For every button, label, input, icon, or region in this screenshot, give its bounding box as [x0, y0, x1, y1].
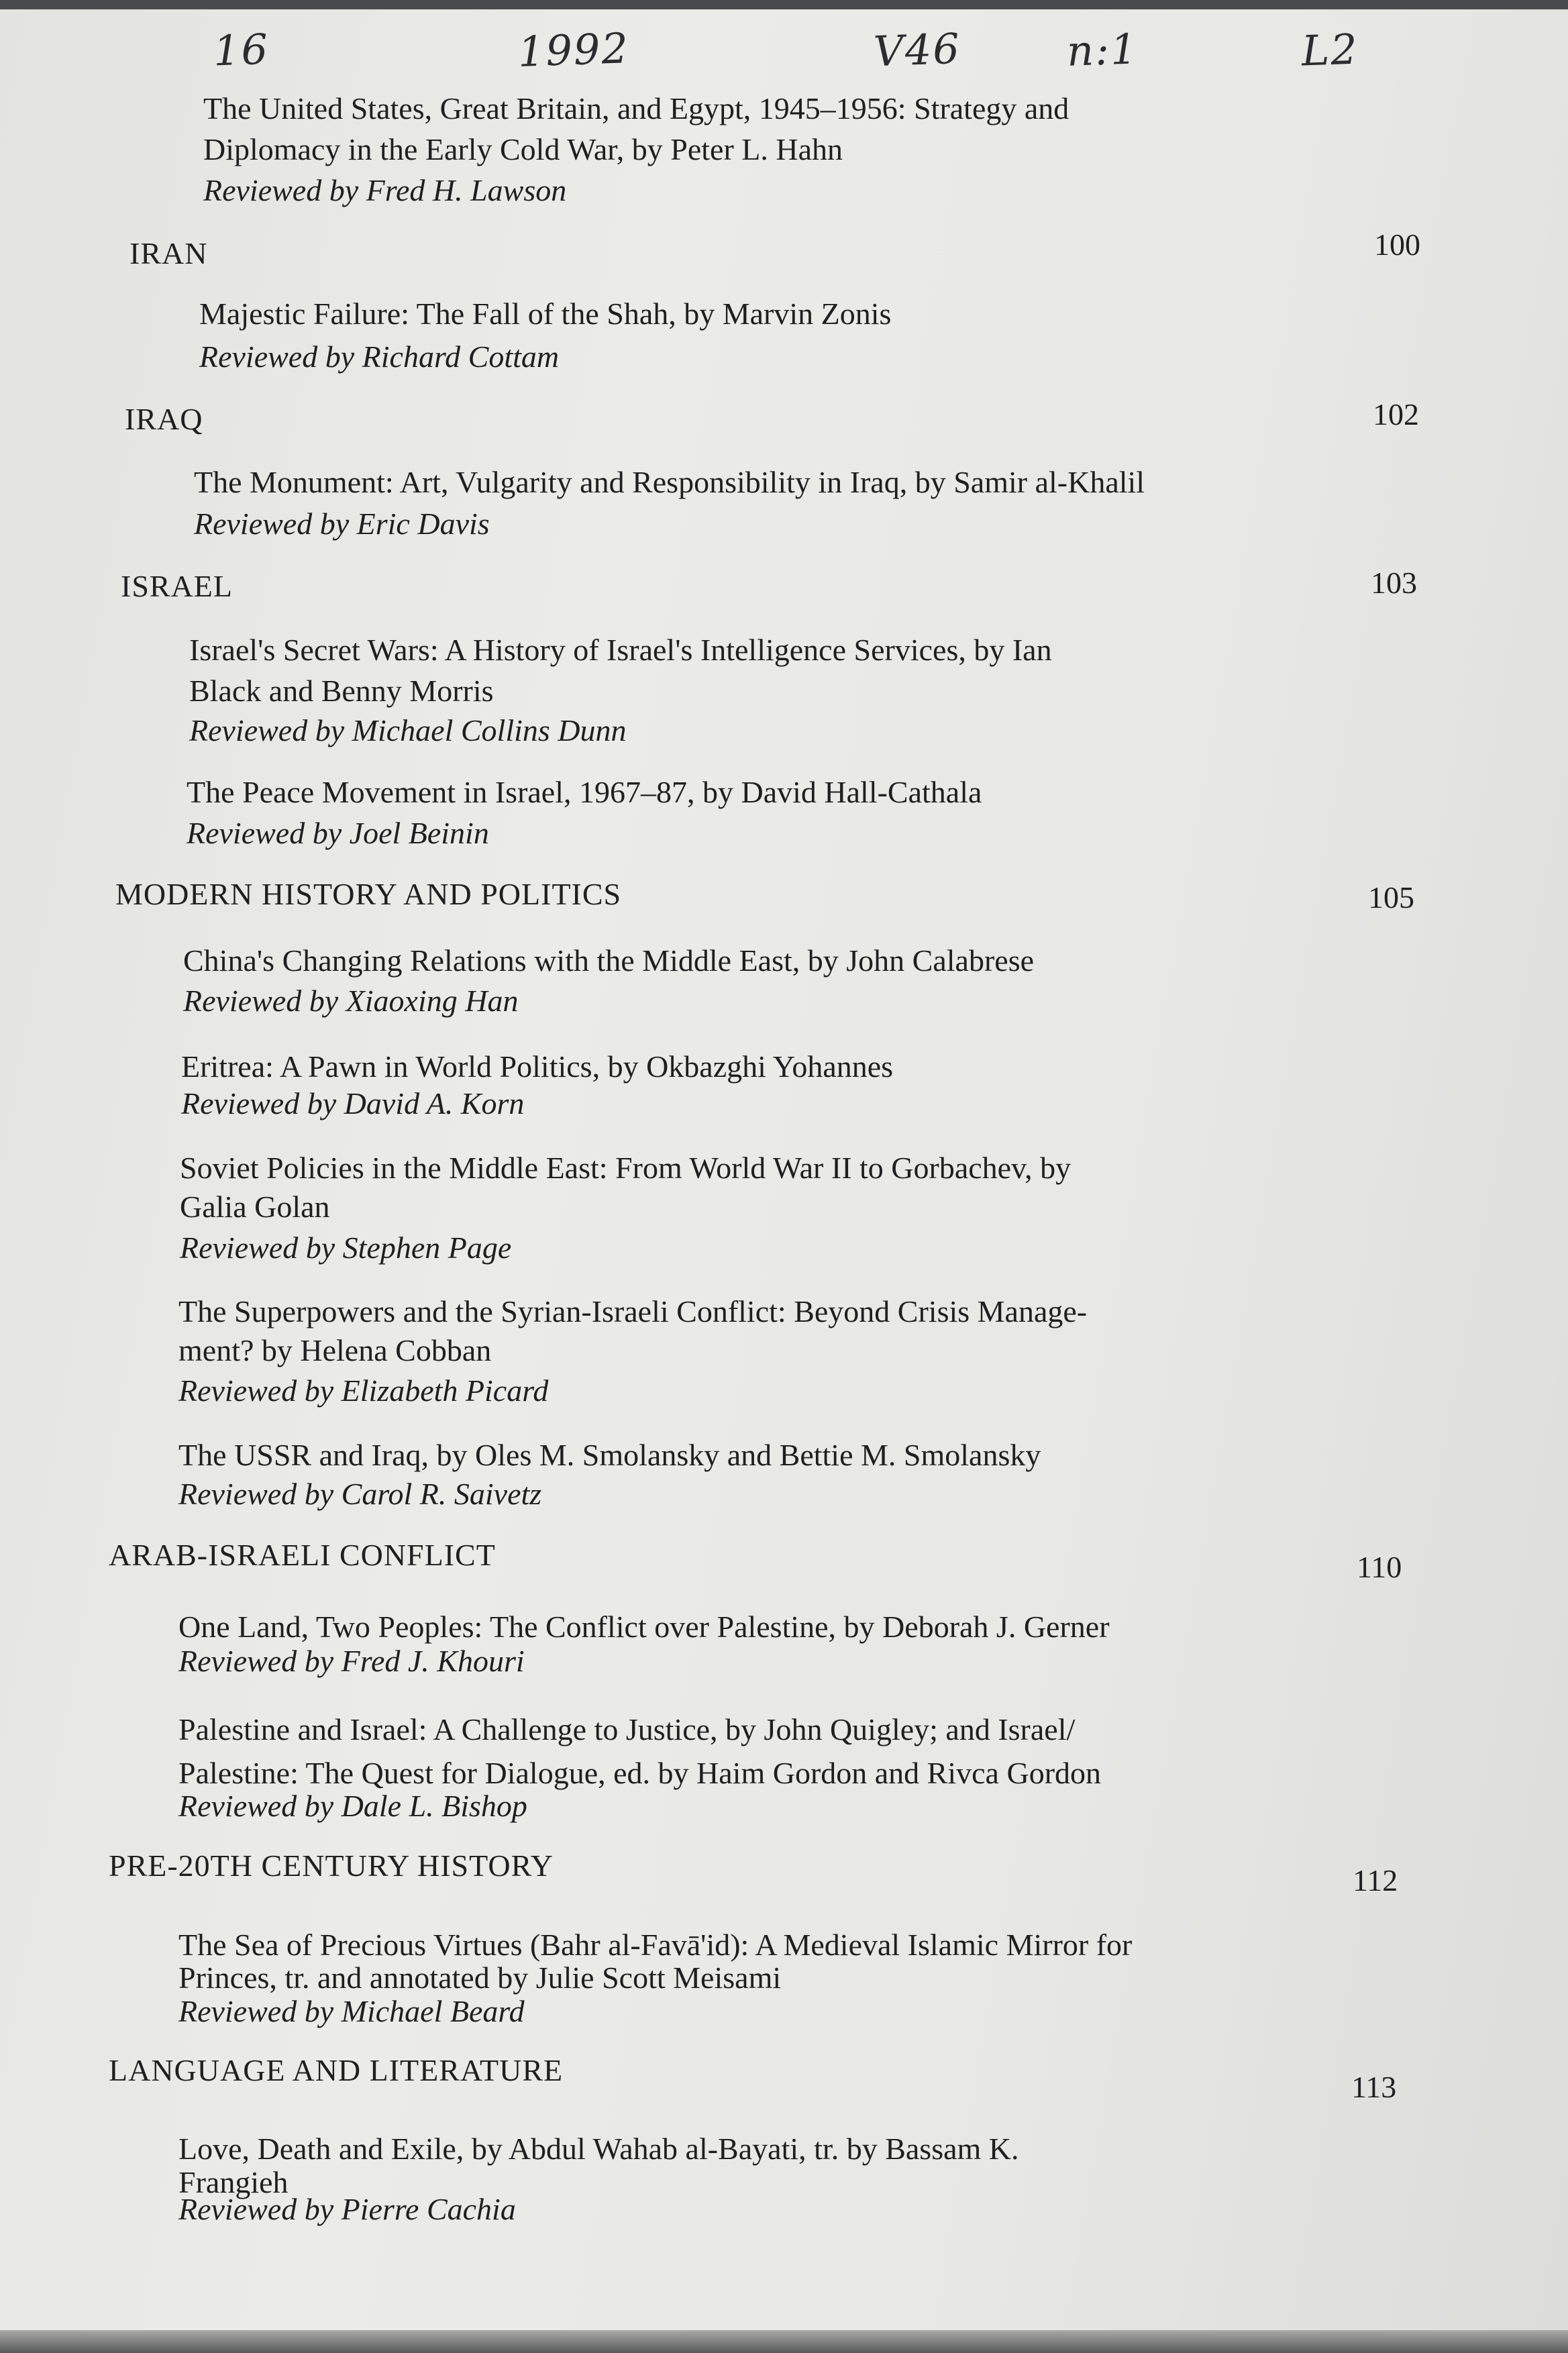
- entry-title: Palestine: The Quest for Dialogue, ed. by Haim Gordon and Rivca Gordon: [178, 1756, 1102, 1790]
- entry-title: One Land, Two Peoples: The Conflict over Palestine, by Deborah J. Gerner: [178, 1610, 1110, 1644]
- entry-reviewer: Reviewed by Michael Collins Dunn: [189, 713, 627, 747]
- entry-reviewer: Reviewed by Joel Beinin: [187, 816, 489, 850]
- entry-title: Palestine and Israel: A Challenge to Justice, by John Quigley; and Israel/: [178, 1712, 1076, 1746]
- entry-title: China's Changing Relations with the Middle East, by John Calabrese: [183, 943, 1035, 978]
- entry-title: Frangieh: [178, 2165, 289, 2199]
- entry-title: The United States, Great Britain, and Egypt, 1945–1956: Strategy and: [203, 91, 1069, 125]
- entry-reviewer: Reviewed by Pierre Cachia: [178, 2192, 516, 2226]
- entry-reviewer: Reviewed by David A. Korn: [181, 1086, 525, 1120]
- section-heading-arab-israeli: ARAB-ISRAELI CONFLICT: [109, 1538, 496, 1572]
- section-heading-israel: ISRAEL: [121, 569, 233, 603]
- section-heading-iraq: IRAQ: [125, 402, 203, 436]
- entry-title: Diplomacy in the Early Cold War, by Peter L. Hahn: [203, 132, 843, 166]
- section-heading-pre-20th: PRE-20TH CENTURY HISTORY: [109, 1848, 554, 1883]
- entry-reviewer: Reviewed by Carol R. Saivetz: [178, 1477, 542, 1511]
- handwritten-note-2: 1992: [517, 23, 631, 76]
- entry-title: Israel's Secret Wars: A History of Israel's Intelligence Services, by Ian: [189, 633, 1052, 667]
- entry-title: Soviet Policies in the Middle East: From World War II to Gorbachev, by: [180, 1151, 1072, 1185]
- entry-title: The Superpowers and the Syrian-Israeli Conflict: Beyond Crisis Manage-: [178, 1294, 1088, 1328]
- handwritten-note-4: n:1: [1065, 24, 1139, 76]
- entry-title: Eritrea: A Pawn in World Politics, by Okbazghi Yohannes: [181, 1049, 894, 1084]
- section-heading-iran: IRAN: [129, 236, 208, 270]
- page-number-modern-history: 105: [1368, 880, 1414, 914]
- entry-reviewer: Reviewed by Richard Cottam: [199, 339, 560, 374]
- entry-reviewer: Reviewed by Xiaoxing Han: [183, 984, 519, 1018]
- entry-title: The Peace Movement in Israel, 1967–87, by David Hall-Cathala: [187, 775, 982, 809]
- entry-title: Majestic Failure: The Fall of the Shah, by Marvin Zonis: [199, 297, 892, 331]
- page-number-language-literature: 113: [1351, 2070, 1397, 2104]
- entry-title: The Monument: Art, Vulgarity and Responsibility in Iraq, by Samir al-Khalil: [194, 465, 1145, 499]
- page-number-iran: 100: [1374, 227, 1420, 262]
- entry-reviewer: Reviewed by Michael Beard: [178, 1994, 525, 2028]
- entry-title: Galia Golan: [180, 1190, 330, 1224]
- page-top-edge: [0, 0, 1568, 9]
- entry-title: The USSR and Iraq, by Oles M. Smolansky and Bettie M. Smolansky: [178, 1438, 1041, 1472]
- entry-title: Black and Benny Morris: [189, 674, 494, 708]
- handwritten-note-3: V46: [872, 23, 961, 76]
- page-number-iraq: 102: [1373, 397, 1419, 431]
- entry-reviewer: Reviewed by Fred H. Lawson: [203, 173, 567, 207]
- section-heading-language-literature: LANGUAGE AND LITERATURE: [109, 2053, 564, 2087]
- page-number-pre-20th: 112: [1353, 1863, 1398, 1897]
- entry-reviewer: Reviewed by Elizabeth Picard: [178, 1373, 549, 1408]
- bleed-through-text: [1060, 221, 1086, 337]
- entry-reviewer: Reviewed by Eric Davis: [194, 507, 490, 541]
- entry-title: Love, Death and Exile, by Abdul Wahab al-Bayati, tr. by Bassam K.: [178, 2132, 1019, 2166]
- page-bottom-edge: [0, 2330, 1568, 2353]
- entry-reviewer: Reviewed by Dale L. Bishop: [178, 1789, 527, 1823]
- entry-reviewer: Reviewed by Fred J. Khouri: [178, 1644, 525, 1678]
- entry-title: ment? by Helena Cobban: [178, 1333, 492, 1367]
- section-heading-modern-history: MODERN HISTORY AND POLITICS: [115, 877, 622, 911]
- page-number-israel: 103: [1371, 566, 1417, 600]
- entry-title: Princes, tr. and annotated by Julie Scott Meisami: [178, 1960, 782, 1995]
- entry-title: The Sea of Precious Virtues (Bahr al-Favā'id): A Medieval Islamic Mirror for: [178, 1928, 1133, 1962]
- entry-reviewer: Reviewed by Stephen Page: [180, 1231, 512, 1265]
- page-number-arab-israeli: 110: [1357, 1550, 1402, 1584]
- handwritten-note-1: 16: [212, 24, 270, 76]
- handwritten-note-5: L2: [1300, 24, 1359, 76]
